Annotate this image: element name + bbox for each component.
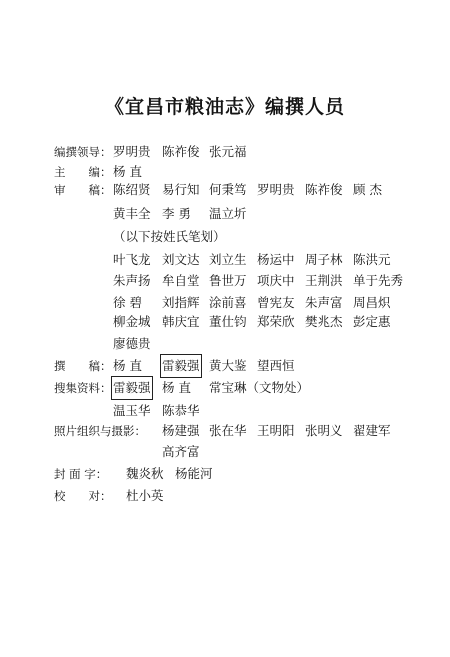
page-title: 《宜昌市粮油志》编撰人员 xyxy=(104,96,345,118)
staff-name: 杨建强 xyxy=(162,423,200,438)
staff-name: 杨 直 xyxy=(113,358,142,373)
staff-name: 董仕钧 xyxy=(209,314,247,329)
staff-name: 陈祚俊 xyxy=(305,182,343,197)
staff-name: 张元福 xyxy=(209,144,247,159)
staff-name: 杨运中 xyxy=(257,252,295,267)
staff-name: 朱声富 xyxy=(305,295,343,310)
staff-name: 朱声扬 xyxy=(113,273,151,288)
staff-name: 张明义 xyxy=(305,423,343,438)
role-label: 封 面 字： xyxy=(54,467,108,481)
staff-name: 韩庆宜 xyxy=(162,314,200,329)
staff-name: 樊兆杰 xyxy=(305,314,343,329)
staff-name: 温玉华 xyxy=(113,403,151,418)
staff-name: 单于先秀 xyxy=(353,273,404,288)
staff-name: 刘立生 xyxy=(209,252,247,267)
staff-name: 曾宪友 xyxy=(257,295,295,310)
staff-name: 廖德贵 xyxy=(113,336,151,351)
staff-name: 牟自堂 xyxy=(162,273,200,288)
role-label: 编撰领导： xyxy=(54,145,112,159)
staff-name: 高齐富 xyxy=(162,444,200,459)
staff-name: 杨 直 xyxy=(113,164,142,179)
staff-name: 周昌炽 xyxy=(353,295,391,310)
staff-name: 彭定惠 xyxy=(353,314,391,329)
staff-name: 雷毅强 xyxy=(113,378,151,398)
staff-name: 涂前喜 xyxy=(209,295,247,310)
role-label: 主 编： xyxy=(54,165,112,179)
staff-name: 温立圻 xyxy=(209,206,247,221)
staff-name: 易行知 xyxy=(162,182,200,197)
staff-name: 顾 杰 xyxy=(353,182,382,197)
staff-name: 黄丰全 xyxy=(113,206,151,221)
staff-name: 杨能河 xyxy=(175,466,213,481)
role-label: 搜集资料： xyxy=(54,381,112,395)
staff-name: 李 勇 xyxy=(162,206,191,221)
staff-name: 陈恭华 xyxy=(162,403,200,418)
staff-name: 项庆中 xyxy=(257,273,295,288)
staff-name: 黄大鉴 xyxy=(209,358,247,373)
staff-name: 叶飞龙 xyxy=(113,252,151,267)
role-label: 照片组织与摄影： xyxy=(54,424,146,438)
staff-name: 张在华 xyxy=(209,423,247,438)
staff-name: 杜小英 xyxy=(126,488,164,503)
staff-name: 罗明贵 xyxy=(257,182,295,197)
staff-name: 刘文达 xyxy=(162,252,200,267)
staff-name: 魏炎秋 xyxy=(126,466,164,481)
staff-name: 翟建军 xyxy=(353,423,391,438)
role-label: 撰 稿： xyxy=(54,359,112,373)
staff-name: 柳金城 xyxy=(113,314,151,329)
staff-name: 陈祚俊 xyxy=(162,144,200,159)
staff-name: 王荆洪 xyxy=(305,273,343,288)
staff-name: 周子林 xyxy=(305,252,343,267)
role-label: 校 对： xyxy=(54,489,112,503)
staff-name: 望西恒 xyxy=(257,358,295,373)
staff-name: 罗明贵 xyxy=(113,144,151,159)
staff-name: （以下按姓氏笔划） xyxy=(113,229,226,244)
staff-name: 常宝琳（文物处） xyxy=(209,380,310,395)
role-label: 审 稿： xyxy=(54,183,112,197)
staff-name: 刘指辉 xyxy=(162,295,200,310)
staff-name: 雷毅强 xyxy=(162,356,200,376)
staff-name: 陈绍贤 xyxy=(113,182,151,197)
staff-name: 郑荣欣 xyxy=(257,314,295,329)
staff-name: 陈洪元 xyxy=(353,252,391,267)
staff-name: 鲁世万 xyxy=(209,273,247,288)
staff-name: 徐 碧 xyxy=(113,295,142,310)
staff-name: 王明阳 xyxy=(257,423,295,438)
staff-name: 杨 直 xyxy=(162,380,191,395)
staff-name: 何秉笃 xyxy=(209,182,247,197)
